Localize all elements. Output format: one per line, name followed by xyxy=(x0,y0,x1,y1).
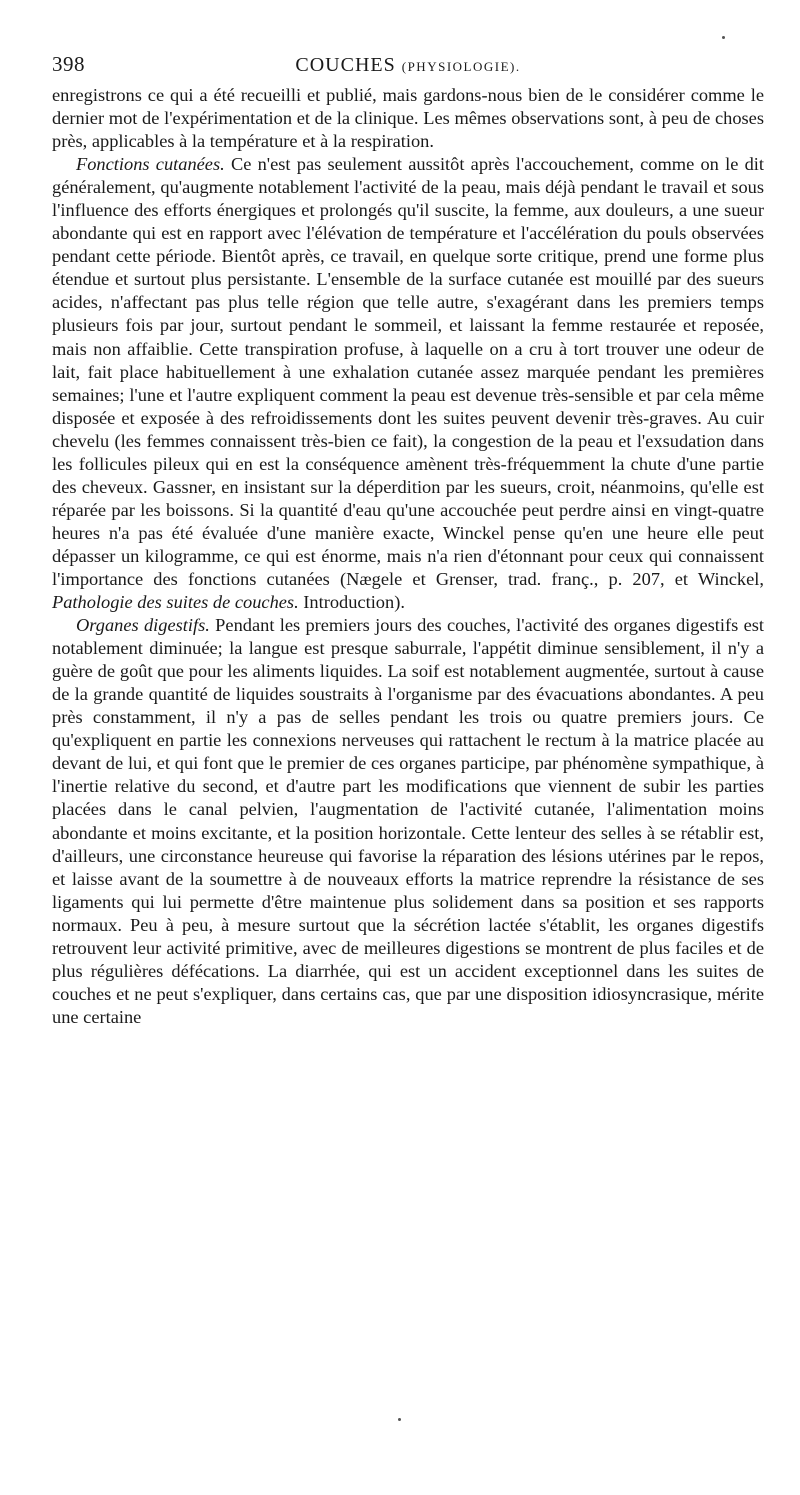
italic-reference: Pathologie des suites de couches. xyxy=(52,592,299,613)
section-lead-fonctions-cutanees: Fonctions cutanées. xyxy=(76,154,225,175)
section-lead-organes-digestifs: Organes digestifs. xyxy=(76,615,210,636)
running-title-sub: (PHYSIOLOGIE). xyxy=(401,59,521,74)
body-text xyxy=(52,84,764,1029)
document-page xyxy=(52,52,764,1029)
scan-speck xyxy=(398,1418,401,1421)
page-number: 398 xyxy=(52,52,85,76)
paragraph-text: Ce n'est pas seulement aussitôt après l'accouchement, comme on le dit généralement, qu'augmente notablement l'activité de la peau, mais déjà pendant le travail et sous l'influence des efforts énergiques et prolongés qu'il suscite, la femme, aux douleurs, a une sueur abondante qui est en rapport avec l'élévation de température et l'accélération du pouls observées pendant cette période. Bientôt après, ce travail, en quelque sorte critique, prend une forme plus étendue et surtout plus persistante. L'ensemble de la surface cutanée est mouillé par des sueurs acides, n'affectant pas plus telle région que telle autre, s'exagérant dans les premiers temps plusieurs fois par jour, surtout pendant le sommeil, et laissant la femme restaurée et reposée, mais non affaiblie. Cette transpiration profuse, à laquelle on a cru à tort trouver une odeur de lait, fait place habituellement à une exhalation cutanée assez marquée pendant les premières semaines; l'une et l'autre expliquent comment la peau est devenue très-sensible et par cela même disposée et exposée à des refroidissements dont les suites peuvent devenir très-graves. Au cuir chevelu (les femmes connaissent très-bien ce fait), la congestion de la peau et l'exsudation dans les follicules pileux qui en est la conséquence amènent très-fréquemment la chute d'une partie des cheveux. Gassner, en insistant sur la déperdition par les sueurs, croit, néanmoins, qu'elle est réparée par les boissons. Si la quantité d'eau qu'une accouchée peut perdre ainsi en vingt-quatre heures n'a pas été évaluée d'une manière exacte, Winckel pense qu'en une heure elle peut dépasser un kilogramme, ce qui est énorme, mais n'a rien d'étonnant pour ceux qui connaissent l'importance des fonctions cutanées (Nægele et Grenser, trad. franç., p. 207, et Winckel, xyxy=(52,154,764,589)
paragraph-text: enregistrons ce qui a été recueilli et publié, mais gardons-nous bien de le considérer comme le dernier mot de l'expérimentation et de la clinique. Les mêmes observations sont, à peu de choses près, applicables à la température et à la respiration. xyxy=(52,85,764,152)
running-title xyxy=(112,54,704,77)
paragraph-tail: Introduction). xyxy=(298,592,405,613)
paragraph-fonctions-cutanees xyxy=(52,153,764,614)
scan-speck xyxy=(722,36,725,39)
paragraph-organes-digestifs xyxy=(52,614,764,1029)
paragraph-text: Pendant les premiers jours des couches, l'activité des organes digestifs est notablement diminuée; la langue est presque saburrale, l'appétit diminue sensiblement, il n'y a guère de goût que pour les aliments liquides. La soif est notablement augmentée, surtout à cause de la grande quantité de liquides soustraits à l'organisme par des évacuations abondantes. A peu près constamment, il n'y a pas de selles pendant les trois ou quatre premiers jours. Ce qu'expliquent en partie les connexions nerveuses qui rattachent le rectum à la matrice placée au devant de lui, et qui font que le premier de ces organes participe, par phénomène sympathique, à l'inertie relative du second, et d'autre part les modifications que viennent de subir les parties placées dans le canal pelvien, l'augmentation de l'activité cutanée, l'alimentation moins abondante et moins excitante, et la position horizontale. Cette lenteur des selles à se rétablir est, d'ailleurs, une circonstance heureuse qui favorise la réparation des lésions utérines par le repos, et laisse avant de la soumettre à de nouveaux efforts la matrice reprendre la résistance de ses ligaments qui lui permette d'être maintenue plus solidement dans sa position et ses rapports normaux. Peu à peu, à mesure surtout que la sécrétion lactée s'établit, les organes digestifs retrouvent leur activité primitive, avec de meilleures digestions se montrent de plus faciles et de plus régulières défécations. La diarrhée, qui est un accident exceptionnel dans les suites de couches et ne peut s'expliquer, dans certains cas, que par une disposition idiosyncrasique, mérite une certaine xyxy=(52,615,764,1027)
running-header xyxy=(52,52,764,84)
paragraph-continuation xyxy=(52,84,764,153)
running-title-main: COUCHES xyxy=(295,54,396,76)
